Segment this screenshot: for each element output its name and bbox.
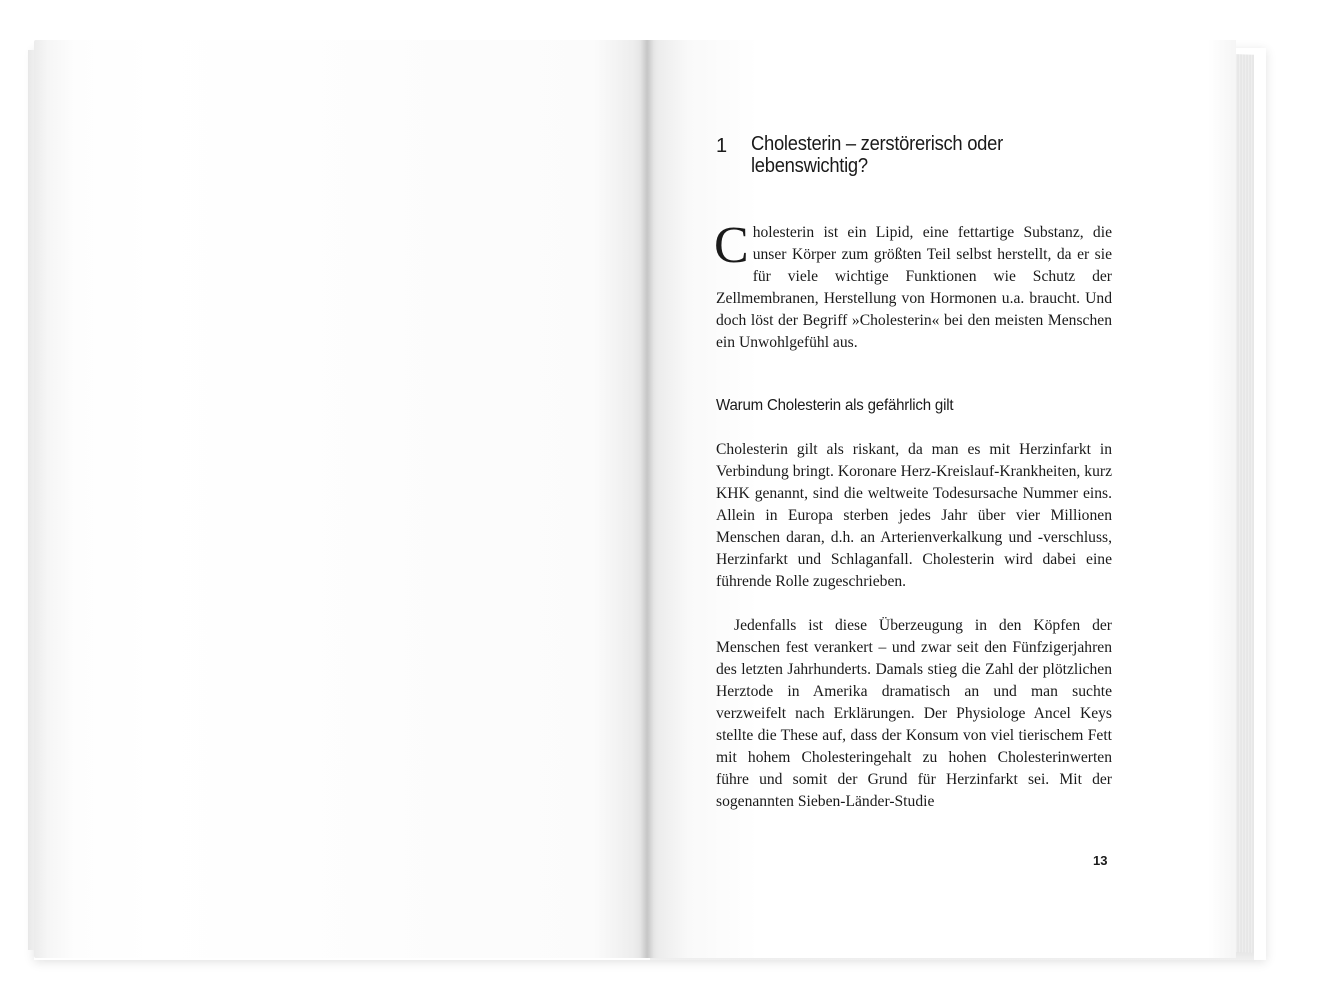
intro-text: holesterin ist ein Lipid, eine fettartige Substanz, die unser Körper zum größten Teil selbst herstellt, da er sie für viele wichtige Funktionen wie Schutz der Zellmembranen, Herstellung von Hormonen u.a. braucht. Und doch löst der Begriff »Cholesterin« bei den meisten Menschen ein Unwohlgefühl aus. [716, 224, 1112, 351]
section-heading: Warum Cholesterin als gefährlich gilt [716, 397, 954, 414]
drop-cap: C [714, 217, 749, 274]
book-gutter [640, 40, 654, 958]
chapter-number: 1 [716, 135, 727, 157]
left-page [34, 40, 648, 958]
body-paragraph-2: Jedenfalls ist diese Überzeugung in den Köpfen der Menschen fest verankert – und zwar seit den Fünfzigerjahren des letzten Jahrhunderts. Damals stieg die Zahl der plötzlichen Herztode in Amerika dramatisch an und man suchte verzweifelt nach Erklärungen. Der Physiologe Ancel Keys stellte die These auf, dass der Konsum von viel tierischem Fett mit hohem Cholesteringehalt zu hohen Cholesterinwerten führe und somit der Grund für Herzinfarkt sei. Mit der sogenannten Sieben-Länder-Studie [716, 617, 1112, 810]
chapter-heading [716, 130, 1112, 190]
body-paragraph-1: Cholesterin gilt als riskant, da man es mit Herzinfarkt in Verbindung bringt. Koronare Herz-Kreislauf-Krankheiten, kurz KHK genannt, sind die weltweite Todesursache Nummer eins. Allein in Europa sterben jedes Jahr über vier Millionen Menschen daran, d.h. an Arterienverkalkung und -verschluss, Herzinfarkt und Schlaganfall. Cholesterin wird dabei eine führende Rolle zugeschrieben. [716, 441, 1112, 590]
page-content [714, 130, 1112, 810]
intro-paragraph [714, 217, 1112, 354]
page-number: 13 [1093, 853, 1108, 868]
chapter-title: Cholesterin – zerstörerisch oder lebenswichtig? [751, 133, 1003, 177]
